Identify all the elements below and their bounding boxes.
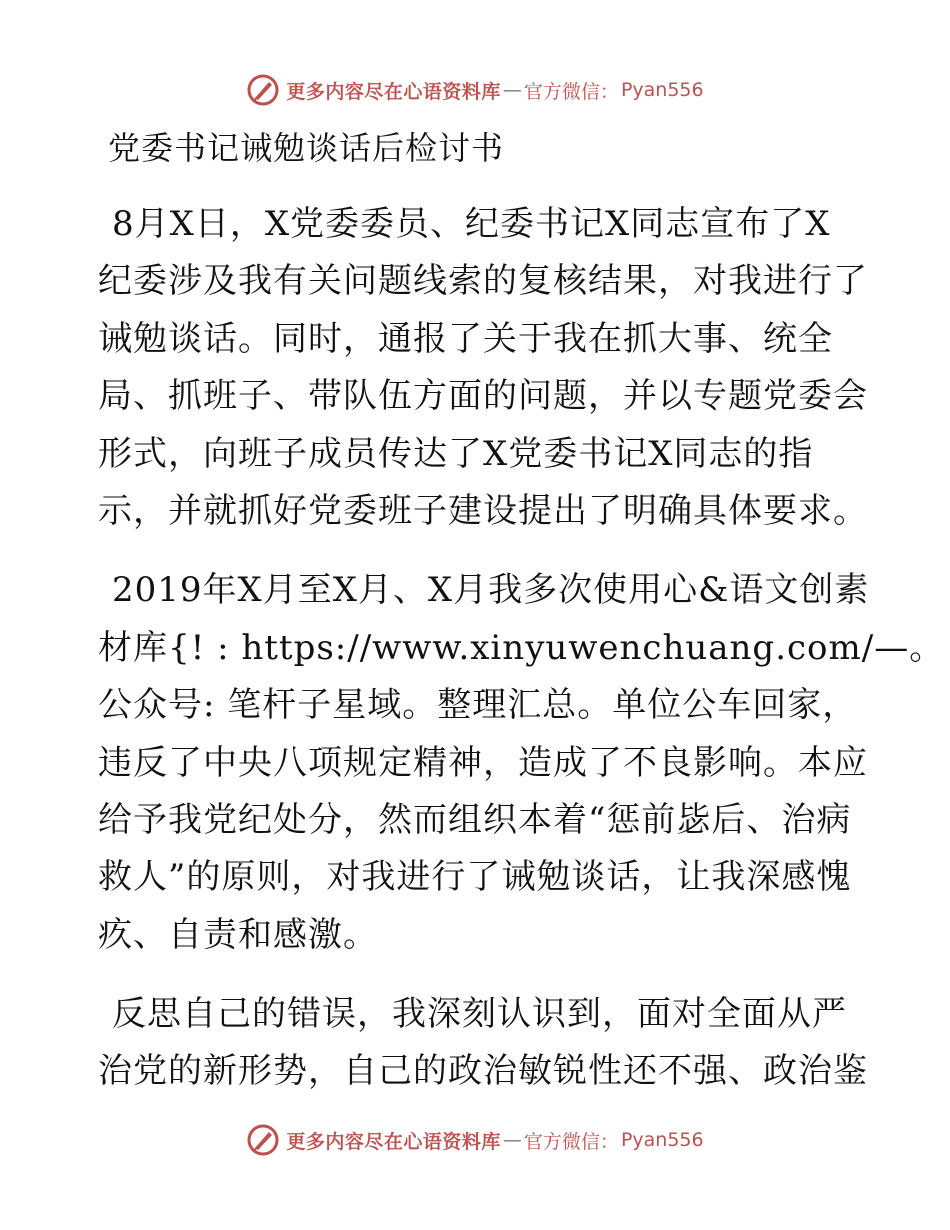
watermark-separator: — [502, 79, 522, 101]
paragraph-line: 局、抓班子、带队伍方面的问题，并以专题党委会 [98, 376, 868, 417]
watermark-wechat-id: Pyan556 [620, 79, 704, 101]
quill-logo-icon [246, 73, 280, 107]
watermark-text: 更多内容尽在心语资料库 [286, 80, 501, 103]
paragraph-line: 材库{! : https://www.xinyuwenchuang.com/—。 [98, 627, 945, 668]
watermark-separator: — [502, 1129, 522, 1151]
paragraph-1 [98, 196, 868, 540]
paragraph-line: 示，并就抓好党委班子建设提出了明确具体要求。 [98, 490, 868, 531]
paragraph-line: 形式，向班子成员传达了X党委书记X同志的指 [98, 433, 814, 474]
watermark-wechat-label: 官方微信： [523, 80, 619, 103]
paragraph-line: 诫勉谈话。同时，通报了关于我在抓大事、统全 [98, 318, 833, 359]
header-watermark [0, 70, 950, 110]
document-title: 党委书记诫勉谈话后检讨书 [108, 129, 505, 167]
watermark-wechat-id: Pyan556 [620, 1129, 704, 1151]
paragraph-line: 治党的新形势，自己的政治敏锐性还不强、政治鉴 [98, 1051, 868, 1092]
paragraph-line: 救人”的原则，对我进行了诫勉谈话，让我深感愧 [98, 857, 852, 898]
paragraph-line: 疚、自责和感激。 [98, 914, 378, 955]
paragraph-3 [98, 986, 868, 1101]
paragraph-line: 公众号: 笔杆子星域。整理汇总。单位公车回家， [98, 685, 858, 726]
quill-logo-icon [246, 1123, 280, 1157]
footer-watermark [0, 1120, 950, 1160]
document-body [98, 120, 945, 1101]
paragraph-line: 反思自己的错误，我深刻认识到，面对全面从严 [112, 994, 847, 1035]
paragraph-line: 2019年X月至X月、X月我多次使用心&语文创素 [112, 570, 870, 611]
paragraph-line: 纪委涉及我有关问题线索的复核结果，对我进行了 [98, 261, 868, 302]
paragraph-line: 给予我党纪处分，然而组织本着“惩前毖后、治病 [98, 799, 852, 840]
watermark-wechat-label: 官方微信： [523, 1130, 619, 1153]
paragraph-2 [98, 562, 945, 964]
paragraph-line: 8月X日，X党委委员、纪委书记X同志宣布了X [112, 204, 831, 244]
watermark-text: 更多内容尽在心语资料库 [286, 1130, 501, 1153]
paragraph-line: 违反了中央八项规定精神，造成了不良影响。本应 [98, 742, 868, 783]
